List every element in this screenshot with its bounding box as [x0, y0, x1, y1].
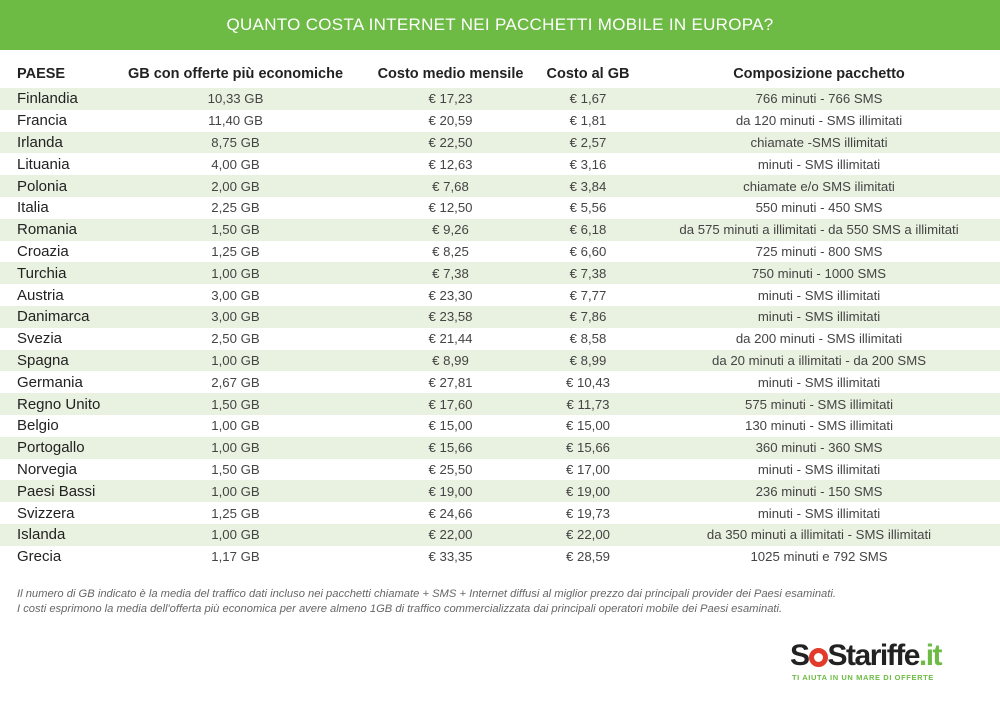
cell-monthly-cost: € 21,44: [363, 328, 538, 350]
logo-tagline: TI AIUTA IN UN MARE DI OFFERTE: [792, 673, 934, 682]
cell-cost-per-gb: € 15,00: [538, 415, 638, 437]
cell-country: Irlanda: [0, 132, 108, 154]
cell-monthly-cost: € 24,66: [363, 502, 538, 524]
cell-country: Croazia: [0, 241, 108, 263]
table-row: [0, 241, 1000, 263]
table-row: [0, 371, 1000, 393]
cell-monthly-cost: € 27,81: [363, 371, 538, 393]
cell-cost-per-gb: € 6,60: [538, 241, 638, 263]
cell-monthly-cost: € 33,35: [363, 546, 538, 568]
table-row: [0, 524, 1000, 546]
cell-cost-per-gb: € 3,84: [538, 175, 638, 197]
cell-cost-per-gb: € 7,38: [538, 262, 638, 284]
cell-monthly-cost: € 22,50: [363, 132, 538, 154]
cell-monthly-cost: € 12,50: [363, 197, 538, 219]
cell-gb: 1,00 GB: [108, 415, 363, 437]
cell-package: chiamate e/o SMS ilimitati: [638, 175, 1000, 197]
cell-monthly-cost: € 22,00: [363, 524, 538, 546]
cell-country: Austria: [0, 284, 108, 306]
cell-package: da 20 minuti a illimitati - da 200 SMS: [638, 350, 1000, 372]
table-row: [0, 480, 1000, 502]
cell-country: Romania: [0, 219, 108, 241]
cell-country: Paesi Bassi: [0, 480, 108, 502]
cell-package: minuti - SMS illimitati: [638, 371, 1000, 393]
footnote: I costi esprimono la media dell'offerta più economica per avere almeno 1GB di traffico commercializzata dai principali operatori mobile dei Paesi esaminati.: [17, 603, 783, 615]
cell-country: Lituania: [0, 153, 108, 175]
cell-country: Islanda: [0, 524, 108, 546]
cell-country: Belgio: [0, 415, 108, 437]
cell-monthly-cost: € 23,58: [363, 306, 538, 328]
cell-gb: 3,00 GB: [108, 306, 363, 328]
cell-gb: 11,40 GB: [108, 110, 363, 132]
cell-cost-per-gb: € 19,00: [538, 480, 638, 502]
header-cost-per-gb: Costo al GB: [546, 66, 630, 82]
cell-gb: 4,00 GB: [108, 153, 363, 175]
cell-gb: 3,00 GB: [108, 284, 363, 306]
cell-monthly-cost: € 19,00: [363, 480, 538, 502]
logo-brand: tariffe: [846, 639, 919, 672]
table-row: [0, 110, 1000, 132]
cell-gb: 8,75 GB: [108, 132, 363, 154]
cell-country: Portogallo: [0, 437, 108, 459]
cell-monthly-cost: € 25,50: [363, 459, 538, 481]
cell-package: 725 minuti - 800 SMS: [638, 241, 1000, 263]
cell-package: minuti - SMS illimitati: [638, 284, 1000, 306]
cell-cost-per-gb: € 5,56: [538, 197, 638, 219]
table-header-row: [0, 60, 1000, 88]
header-monthly-cost: Costo medio mensile: [377, 66, 524, 82]
cell-cost-per-gb: € 17,00: [538, 459, 638, 481]
cell-cost-per-gb: € 2,57: [538, 132, 638, 154]
cell-monthly-cost: € 15,00: [363, 415, 538, 437]
table-row: [0, 459, 1000, 481]
cell-monthly-cost: € 23,30: [363, 284, 538, 306]
cell-package: da 575 minuti a illimitati - da 550 SMS a illimitati: [638, 219, 1000, 241]
cell-country: Italia: [0, 197, 108, 219]
cell-monthly-cost: € 12,63: [363, 153, 538, 175]
cell-cost-per-gb: € 10,43: [538, 371, 638, 393]
cell-package: minuti - SMS illimitati: [638, 306, 1000, 328]
cell-gb: 1,00 GB: [108, 480, 363, 502]
table-row: [0, 153, 1000, 175]
cell-cost-per-gb: € 1,81: [538, 110, 638, 132]
cell-package: 766 minuti - 766 SMS: [638, 88, 1000, 110]
cell-package: 750 minuti - 1000 SMS: [638, 262, 1000, 284]
cell-gb: 1,50 GB: [108, 393, 363, 415]
cell-cost-per-gb: € 22,00: [538, 524, 638, 546]
cell-monthly-cost: € 17,60: [363, 393, 538, 415]
cell-country: Turchia: [0, 262, 108, 284]
footnote: Il numero di GB indicato è la media del traffico dati incluso nei pacchetti chiamate + SMS + Internet diffusi al miglior prezzo dai principali provider dei Paesi esaminati.: [17, 588, 836, 600]
table-row: [0, 262, 1000, 284]
cell-monthly-cost: € 8,99: [363, 350, 538, 372]
header-country: PAESE: [17, 66, 66, 82]
cell-package: minuti - SMS illimitati: [638, 153, 1000, 175]
cell-gb: 2,25 GB: [108, 197, 363, 219]
table-row: [0, 393, 1000, 415]
table-row: [0, 437, 1000, 459]
cell-country: Svezia: [0, 328, 108, 350]
cell-monthly-cost: € 20,59: [363, 110, 538, 132]
table-row: [0, 219, 1000, 241]
cell-cost-per-gb: € 3,16: [538, 153, 638, 175]
cell-monthly-cost: € 15,66: [363, 437, 538, 459]
cell-package: da 200 minuti - SMS illimitati: [638, 328, 1000, 350]
cell-package: 1025 minuti e 792 SMS: [638, 546, 1000, 568]
cell-package: chiamate -SMS illimitati: [638, 132, 1000, 154]
header-package: Composizione pacchetto: [733, 66, 905, 82]
cell-country: Francia: [0, 110, 108, 132]
cell-country: Polonia: [0, 175, 108, 197]
table-body: [0, 88, 1000, 568]
cell-country: Grecia: [0, 546, 108, 568]
cell-gb: 1,25 GB: [108, 502, 363, 524]
table-row: [0, 328, 1000, 350]
table-row: [0, 350, 1000, 372]
logo-sos-s1: S: [790, 639, 809, 672]
logo-wordmark: [790, 640, 990, 672]
cell-country: Norvegia: [0, 459, 108, 481]
cell-package: 360 minuti - 360 SMS: [638, 437, 1000, 459]
title-banner: [0, 0, 1000, 50]
cell-gb: 10,33 GB: [108, 88, 363, 110]
cell-gb: 2,00 GB: [108, 175, 363, 197]
header-gb: GB con offerte più economiche: [127, 66, 344, 82]
cell-country: Finlandia: [0, 88, 108, 110]
cell-gb: 1,25 GB: [108, 241, 363, 263]
cell-gb: 2,67 GB: [108, 371, 363, 393]
cell-package: da 350 minuti a illimitati - SMS illimitati: [638, 524, 1000, 546]
logo-tld: .it: [918, 639, 942, 672]
cell-package: da 120 minuti - SMS illimitati: [638, 110, 1000, 132]
table-row: [0, 132, 1000, 154]
cell-cost-per-gb: € 7,86: [538, 306, 638, 328]
cell-package: 130 minuti - SMS illimitati: [638, 415, 1000, 437]
table-row: [0, 175, 1000, 197]
cell-country: Germania: [0, 371, 108, 393]
cell-package: 550 minuti - 450 SMS: [638, 197, 1000, 219]
cell-country: Danimarca: [0, 306, 108, 328]
table-row: [0, 546, 1000, 568]
cell-cost-per-gb: € 11,73: [538, 393, 638, 415]
table-row: [0, 197, 1000, 219]
page-title: QUANTO COSTA INTERNET NEI PACCHETTI MOBILE IN EUROPA?: [226, 15, 774, 34]
cell-package: minuti - SMS illimitati: [638, 459, 1000, 481]
cell-gb: 1,00 GB: [108, 262, 363, 284]
lifebuoy-icon: [809, 648, 828, 667]
cell-cost-per-gb: € 6,18: [538, 219, 638, 241]
cell-cost-per-gb: € 7,77: [538, 284, 638, 306]
cell-gb: 1,00 GB: [108, 350, 363, 372]
cell-cost-per-gb: € 28,59: [538, 546, 638, 568]
cell-country: Regno Unito: [0, 393, 108, 415]
cell-gb: 1,17 GB: [108, 546, 363, 568]
table-row: [0, 502, 1000, 524]
table-row: [0, 88, 1000, 110]
cell-gb: 2,50 GB: [108, 328, 363, 350]
cell-monthly-cost: € 8,25: [363, 241, 538, 263]
footnotes: [17, 587, 977, 617]
cell-package: minuti - SMS illimitati: [638, 502, 1000, 524]
price-table-container: [0, 60, 1000, 568]
price-table: [0, 60, 1000, 568]
cell-monthly-cost: € 9,26: [363, 219, 538, 241]
sostariffe-logo: [790, 640, 990, 690]
cell-monthly-cost: € 17,23: [363, 88, 538, 110]
cell-cost-per-gb: € 8,99: [538, 350, 638, 372]
cell-cost-per-gb: € 15,66: [538, 437, 638, 459]
cell-gb: 1,50 GB: [108, 459, 363, 481]
table-row: [0, 284, 1000, 306]
cell-country: Spagna: [0, 350, 108, 372]
cell-package: 575 minuti - SMS illimitati: [638, 393, 1000, 415]
cell-cost-per-gb: € 8,58: [538, 328, 638, 350]
cell-package: 236 minuti - 150 SMS: [638, 480, 1000, 502]
cell-monthly-cost: € 7,38: [363, 262, 538, 284]
cell-cost-per-gb: € 19,73: [538, 502, 638, 524]
table-row: [0, 306, 1000, 328]
table-row: [0, 415, 1000, 437]
cell-gb: 1,50 GB: [108, 219, 363, 241]
logo-sos-s2: S: [827, 639, 847, 672]
cell-country: Svizzera: [0, 502, 108, 524]
cell-gb: 1,00 GB: [108, 524, 363, 546]
cell-gb: 1,00 GB: [108, 437, 363, 459]
cell-monthly-cost: € 7,68: [363, 175, 538, 197]
cell-cost-per-gb: € 1,67: [538, 88, 638, 110]
